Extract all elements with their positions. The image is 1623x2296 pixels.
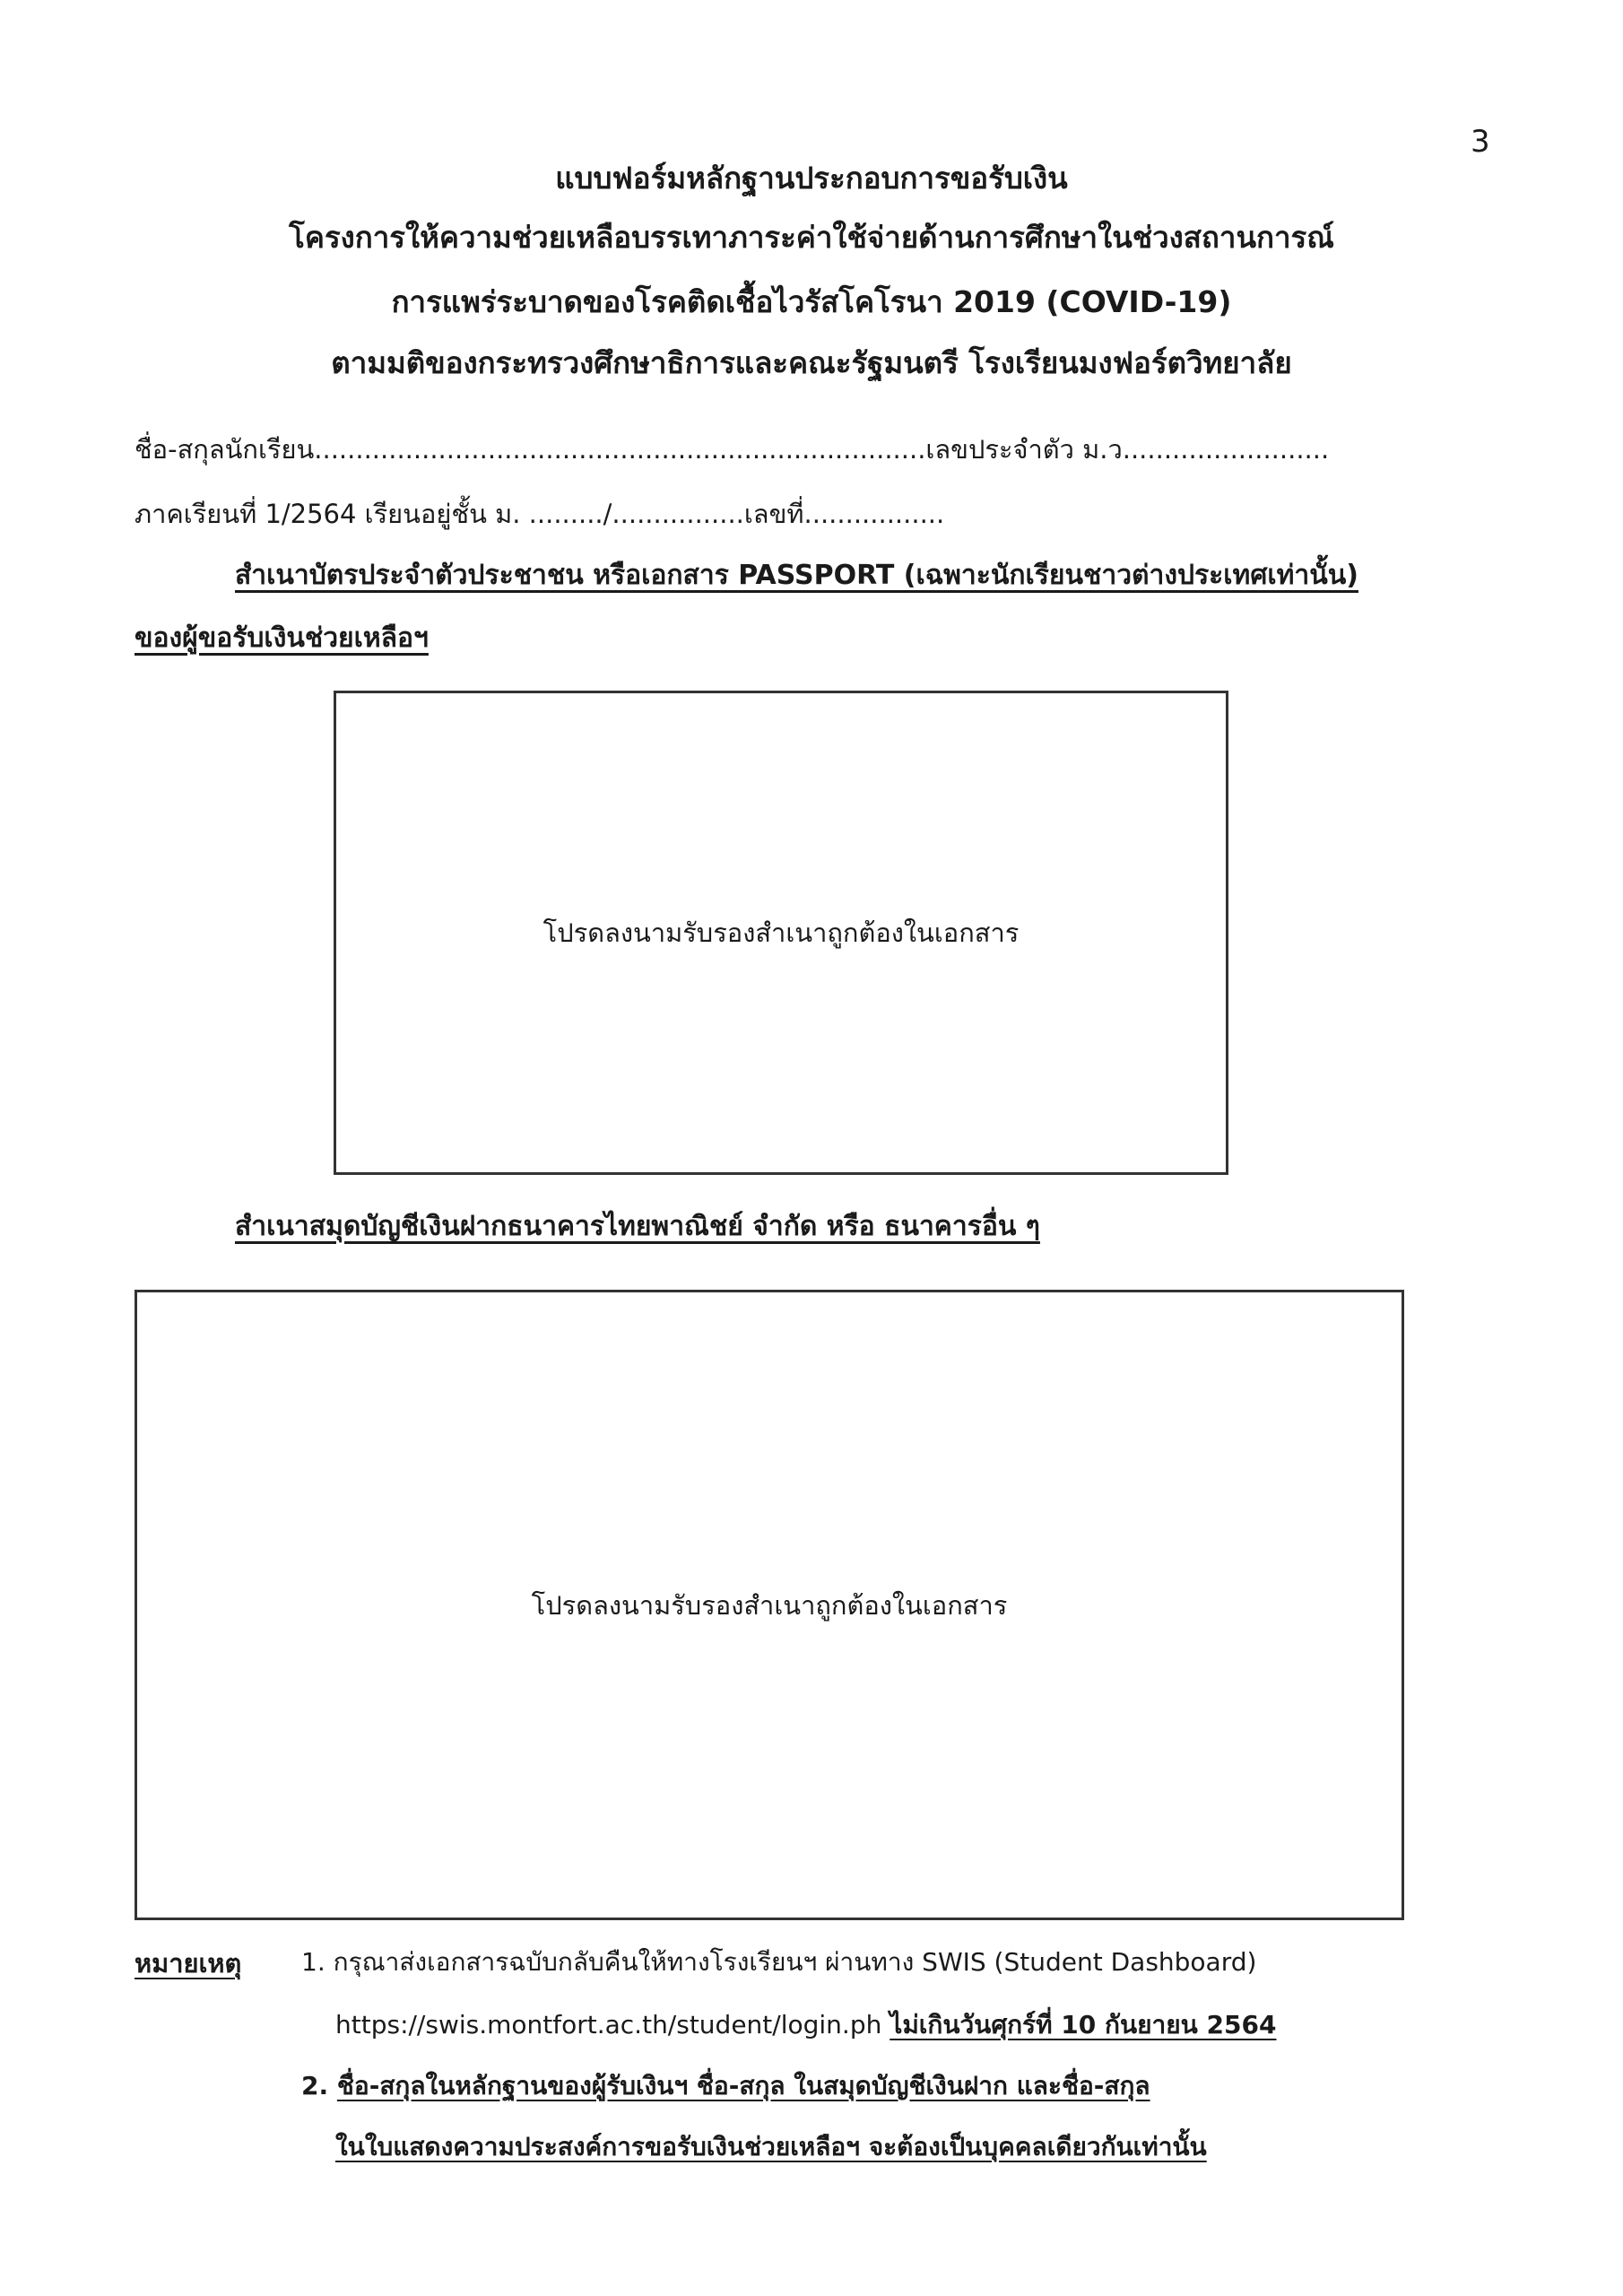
id-card-attachment-box [334,691,1228,1175]
certify-copy-text: โปรดลงนามรับรองสำเนาถูกต้องในเอกสาร [542,918,1020,948]
title-line-4: ตามมติของกระทรวงศึกษาธิการและคณะรัฐมนตรี โรงเรียนมงฟอร์ตวิทยาลัย [331,345,1292,380]
bank-book-attachment-box [135,1290,1404,1920]
student-name-field: ชื่อ-สกุลนักเรียน..........................................................................เลขประจำตัว ม.ว......................... [135,434,1330,465]
deadline-text: ไม่เกินวันศุกร์ที่ 10 กันยายน 2564 [890,2010,1277,2039]
certify-copy-text: โปรดลงนามรับรองสำเนาถูกต้องในเอกสาร [531,1589,1008,1621]
remark-1-line-2 [335,2005,1276,2045]
id-card-heading: สำเนาบัตรประจำตัวประชาชน หรือเอกสาร PASSPORT (เฉพาะนักเรียนชาวต่างประเทศเท่านั้น) [235,560,1358,591]
title-line-3: การแพร่ระบาดของโรคติดเชื้อไวรัสโคโรนา 2019 (COVID-19) [391,284,1232,319]
remark-1-line-1: 1. กรุณาส่งเอกสารฉบับกลับคืนให้ทางโรงเรียนฯ ผ่านทาง SWIS (Student Dashboard) [301,1947,1257,1977]
page-number: 3 [1471,124,1490,160]
bank-book-heading: สำเนาสมุดบัญชีเงินฝากธนาคารไทยพาณิชย์ จำกัด หรือ ธนาคารอื่น ๆ [235,1211,1040,1242]
remark-2-line-1 [301,2066,1150,2106]
semester-class-field: ภาคเรียนที่ 1/2564 เรียนอยู่ชั้น ม. ........./................เลขที่................. [135,499,945,529]
remark-2-text: ชื่อ-สกุลในหลักฐานของผู้รับเงินฯ ชื่อ-สกุล ในสมุดบัญชีเงินฝาก และชื่อ-สกุล [336,2071,1150,2100]
title-line-2: โครงการให้ความช่วยเหลือบรรเทาภาระค่าใช้จ่ายด้านการศึกษาในช่วงสถานการณ์ [289,220,1334,255]
remark-2-line-2: ในใบแสดงความประสงค์การขอรับเงินช่วยเหลือฯ จะต้องเป็นบุคคลเดียวกันเท่านั้น [335,2132,1207,2161]
swis-url: https://swis.montfort.ac.th/student/login.ph [335,2010,882,2039]
remarks-label: หมายเหตุ [135,1948,242,1979]
remark-2-number: 2. [301,2071,329,2100]
title-line-1: แบบฟอร์มหลักฐานประกอบการขอรับเงิน [555,161,1068,196]
id-card-heading-cont: ของผู้ขอรับเงินช่วยเหลือฯ [135,622,429,654]
